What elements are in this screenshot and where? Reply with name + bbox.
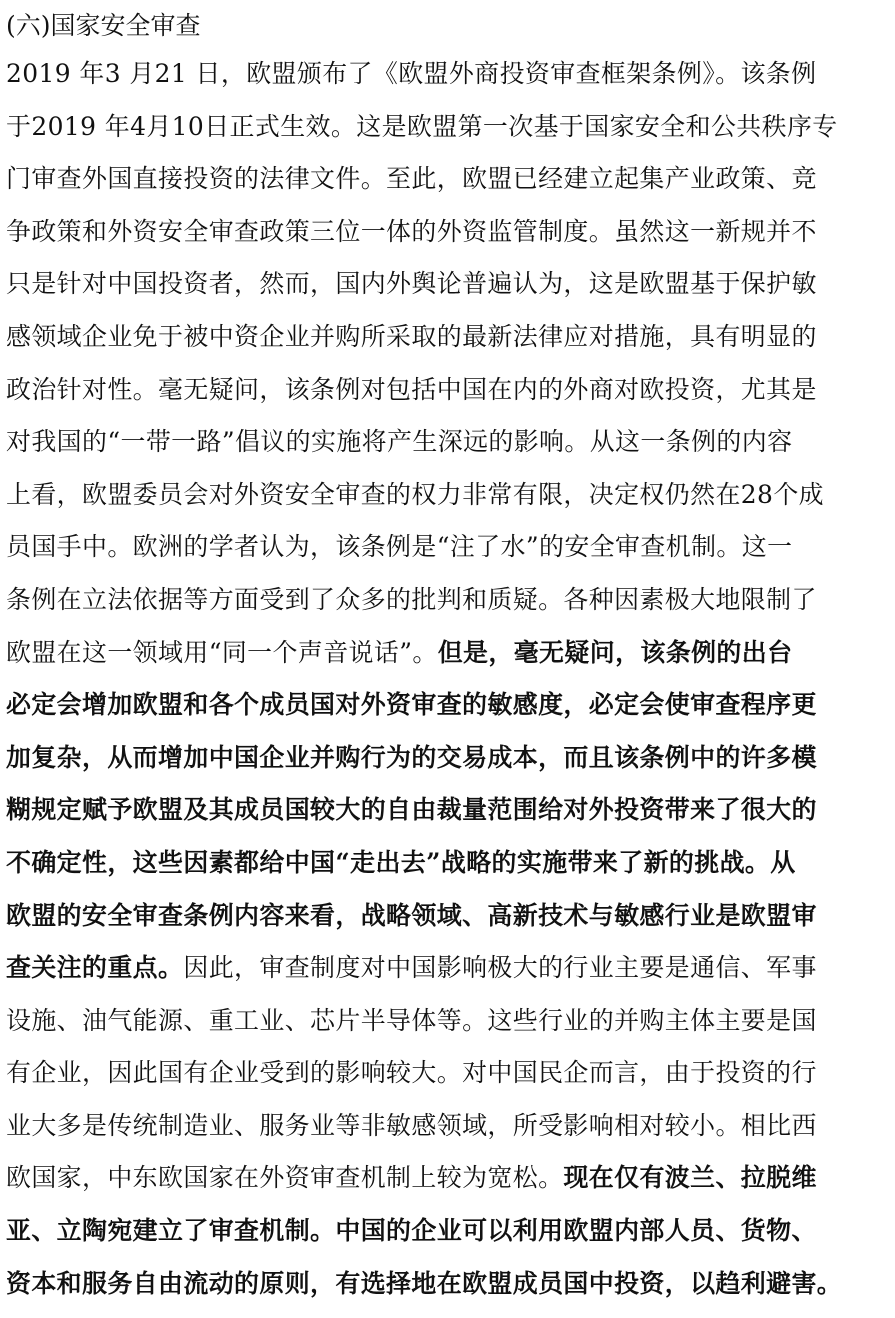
bold-text-segment: 不确定性，这些因素都给中国“走出去”战略的实施带来了新的挑战。从: [6, 847, 796, 877]
text-line: [6, 521, 890, 574]
bold-text-segment: 但是，毫无疑问，该条例的出台: [437, 637, 793, 667]
text-line: [6, 995, 890, 1048]
text-line: [6, 574, 890, 627]
section-heading: (六)国家安全审查: [6, 11, 201, 40]
text-line: [6, 679, 890, 732]
text-line: [6, 206, 890, 259]
text-line: [6, 1100, 890, 1153]
text-segment: 上看，欧盟委员会对外资安全审查的权力非常有限，决定权仍然在28个成: [6, 479, 824, 509]
bold-text-segment: 亚、立陶宛建立了审查机制。中国的企业可以利用欧盟内部人员、货物、: [6, 1216, 817, 1246]
text-line: [6, 837, 890, 890]
text-segment: 门审查外国直接投资的法律文件。至此，欧盟已经建立起集产业政策、竞: [6, 164, 817, 194]
text-segment: 感领域企业免于被中资企业并购所采取的最新法律应对措施，具有明显的: [6, 321, 817, 351]
text-segment: 设施、油气能源、重工业、芯片半导体等。这些行业的并购主体主要是国: [6, 1005, 817, 1035]
text-segment: 争政策和外资安全审查政策三位一体的外资监管制度。虽然这一新规并不: [6, 216, 817, 246]
text-segment: 只是针对中国投资者，然而，国内外舆论普遍认为，这是欧盟基于保护敏: [6, 269, 817, 299]
text-segment: 欧国家，中东欧国家在外资审查机制上较为宽松。: [6, 1163, 564, 1193]
text-line: [6, 153, 890, 206]
text-line: [6, 258, 890, 311]
text-line: [6, 469, 890, 522]
text-segment: 于2019 年4月10日正式生效。这是欧盟第一次基于国家安全和公共秩序专: [6, 111, 838, 141]
text-segment: 有企业，因此国有企业受到的影响较大。对中国民企而言，由于投资的行: [6, 1058, 817, 1088]
text-line: [6, 101, 890, 154]
document-page: [6, 0, 890, 1310]
body-paragraph: [6, 48, 890, 1310]
text-line: [6, 311, 890, 364]
text-segment: 政治针对性。毫无疑问，该条例对包括中国在内的外商对欧投资，尤其是: [6, 374, 817, 404]
text-segment: 对我国的“一带一路”倡议的实施将产生深远的影响。从这一条例的内容: [6, 427, 793, 457]
bold-text-segment: 加复杂，从而增加中国企业并购行为的交易成本，而且该条例中的许多模: [6, 742, 817, 772]
text-line: [6, 416, 890, 469]
text-line: [6, 1205, 890, 1258]
text-line: [6, 784, 890, 837]
text-segment: 因此，审查制度对中国影响极大的行业主要是通信、军事: [183, 953, 817, 983]
text-line: [6, 732, 890, 785]
text-line: [6, 942, 890, 995]
bold-text-segment: 查关注的重点。: [6, 953, 184, 983]
text-line: [6, 1047, 890, 1100]
bold-text-segment: 欧盟的安全审查条例内容来看，战略领域、高新技术与敏感行业是欧盟审: [6, 900, 817, 930]
text-line: [6, 627, 890, 680]
bold-text-segment: 糊规定赋予欧盟及其成员国较大的自由裁量范围给对外投资带来了很大的: [6, 795, 817, 825]
text-segment: 员国手中。欧洲的学者认为，该条例是“注了水”的安全审查机制。这一: [6, 532, 793, 562]
text-segment: 业大多是传统制造业、服务业等非敏感领域，所受影响相对较小。相比西: [6, 1110, 817, 1140]
text-line: [6, 1258, 890, 1311]
text-line: [6, 364, 890, 417]
text-segment: 条例在立法依据等方面受到了众多的批判和质疑。各种因素极大地限制了: [6, 584, 817, 614]
text-line: [6, 1152, 890, 1205]
text-line: [6, 890, 890, 943]
text-line: [6, 48, 890, 101]
text-segment: 2019 年3 月21 日，欧盟颁布了《欧盟外商投资审查框架条例》。该条例: [6, 59, 817, 88]
text-segment: 欧盟在这一领域用“同一个声音说话”。: [6, 637, 438, 667]
bold-text-segment: 资本和服务自由流动的原则，有选择地在欧盟成员国中投资，以趋利避害。: [6, 1268, 843, 1298]
bold-text-segment: 必定会增加欧盟和各个成员国对外资审查的敏感度，必定会使审查程序更: [6, 690, 817, 720]
bold-text-segment: 现在仅有波兰、拉脱维: [563, 1163, 817, 1193]
